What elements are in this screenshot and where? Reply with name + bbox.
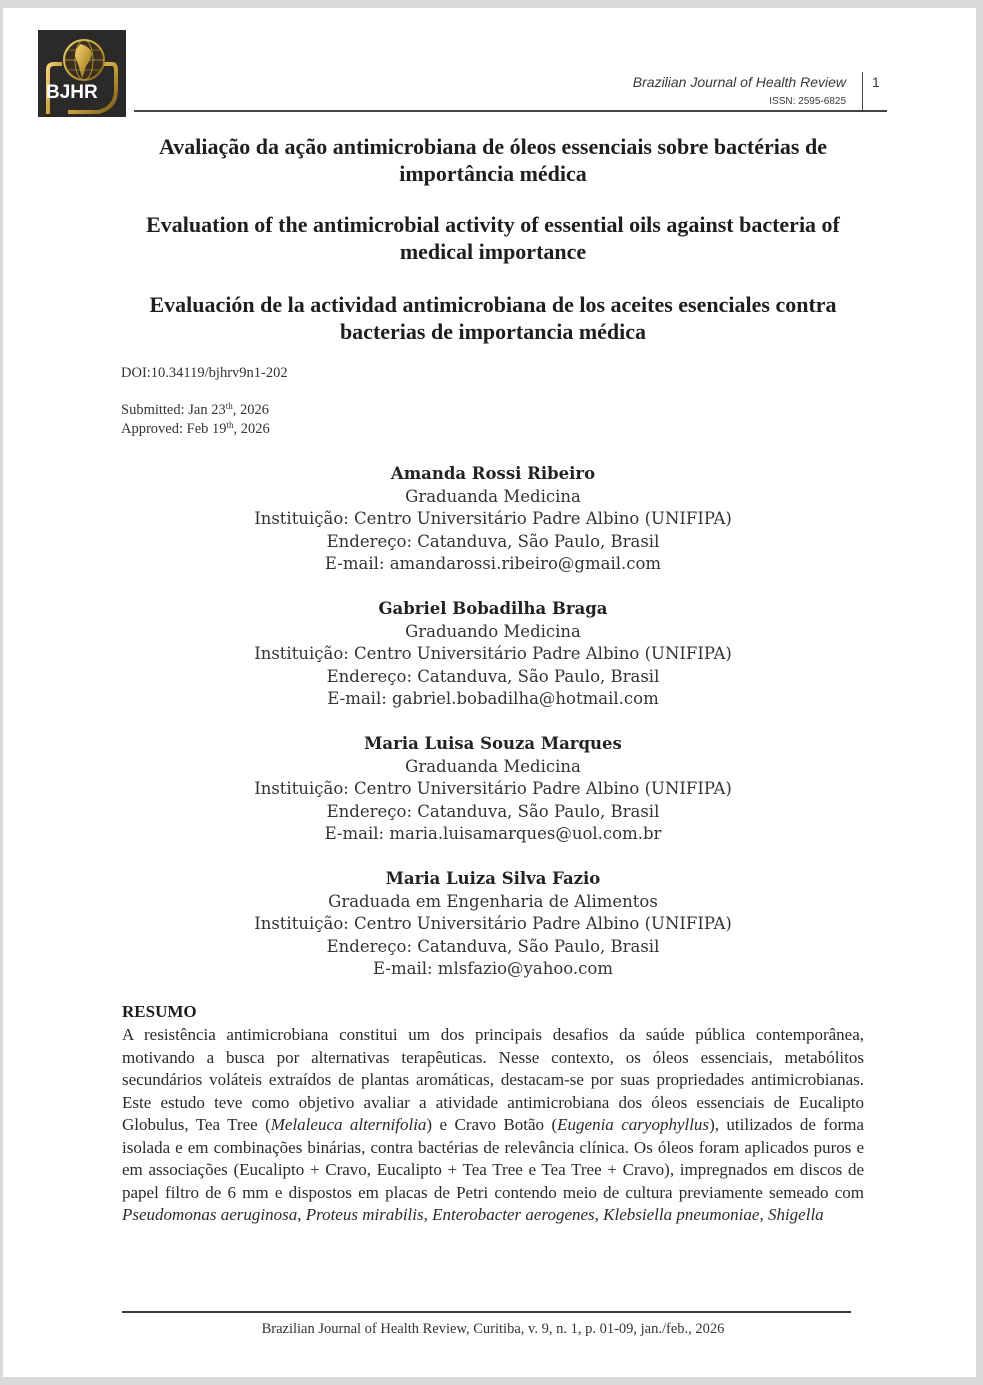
abstract-italic-term: Shigella xyxy=(767,1205,824,1224)
author-address: Endereço: Catanduva, São Paulo, Brasil xyxy=(326,936,660,956)
title-portuguese: Avaliação da ação antimicrobiana de óleos essenciais sobre bactérias de importância médica xyxy=(159,134,827,186)
abstract-text: , xyxy=(297,1205,306,1224)
abstract-text: A resistência antimicrobiana constitui um dos principais desafios da saúde pública contemporânea, motivando a busca por alternativas terapêuticas. Nesse contexto, os óleos essenciais, metabólitos secundários voláteis extraídos de plantas aromáticas, destacam-se por suas propriedades antimicrobianas. Este estudo teve como objetivo avaliar a atividade antimicrobiana dos óleos essenciais de Eucalipto Globulus, Tea Tree ( xyxy=(122,1025,864,1134)
abstract-body xyxy=(122,1024,864,1227)
title-spanish: Evaluación de la actividad antimicrobiana de los aceites esenciales contra bacterias de importancia médica xyxy=(149,292,837,344)
abstract-text: , xyxy=(594,1205,604,1224)
submitted-label: Submitted: Jan 23 xyxy=(121,402,226,418)
author-role: Graduada em Engenharia de Alimentos xyxy=(328,891,658,911)
author-email: E-mail: amandarossi.ribeiro@gmail.com xyxy=(324,554,662,574)
author-block xyxy=(183,733,803,846)
author-role: Graduanda Medicina xyxy=(405,486,581,506)
author-address: Endereço: Catanduva, São Paulo, Brasil xyxy=(326,801,660,821)
journal-logo xyxy=(38,30,126,117)
abstract-italic-term: Klebsiella pneumoniae xyxy=(603,1205,760,1224)
abstract-italic-term: Eugenia caryophyllus xyxy=(557,1115,710,1134)
submitted-date xyxy=(121,402,269,419)
approved-label: Approved: Feb 19 xyxy=(121,421,227,437)
approved-ordinal: th xyxy=(226,420,234,430)
author-role: Graduando Medicina xyxy=(405,621,581,641)
submitted-year: , 2026 xyxy=(232,402,269,418)
logo-text: BJHR xyxy=(46,82,98,103)
approved-year: , 2026 xyxy=(233,421,270,437)
author-address: Endereço: Catanduva, São Paulo, Brasil xyxy=(326,531,660,551)
footer-rule xyxy=(122,1311,851,1313)
author-institution: Instituição: Centro Universitário Padre Albino (UNIFIPA) xyxy=(254,914,732,934)
abstract-italic-term: Enterobacter aerogenes xyxy=(432,1205,595,1224)
abstract-italic-term: Pseudomonas aeruginosa xyxy=(122,1205,298,1224)
author-name: Maria Luisa Souza Marques xyxy=(364,733,622,753)
author-institution: Instituição: Centro Universitário Padre Albino (UNIFIPA) xyxy=(254,644,732,664)
author-institution: Instituição: Centro Universitário Padre Albino (UNIFIPA) xyxy=(254,509,732,529)
author-address: Endereço: Catanduva, São Paulo, Brasil xyxy=(326,666,660,686)
author-email: E-mail: gabriel.bobadilha@hotmail.com xyxy=(327,689,659,709)
author-institution: Instituição: Centro Universitário Padre Albino (UNIFIPA) xyxy=(254,779,732,799)
page-number: 1 xyxy=(872,74,880,90)
abstract-text: , xyxy=(423,1205,433,1224)
author-email: E-mail: mlsfazio@yahoo.com xyxy=(373,959,613,979)
abstract-text: , xyxy=(759,1205,768,1224)
author-list xyxy=(183,463,803,1003)
footer-citation: Brazilian Journal of Health Review, Curitiba, v. 9, n. 1, p. 01-09, jan./feb., 2026 xyxy=(261,1321,725,1337)
author-block xyxy=(183,463,803,576)
author-name: Gabriel Bobadilha Braga xyxy=(378,598,608,618)
title-english: Evaluation of the antimicrobial activity of essential oils against bacteria of medical importance xyxy=(146,212,840,264)
header-rule xyxy=(134,110,887,112)
abstract-text: ) e Cravo Botão ( xyxy=(426,1115,558,1134)
doi: DOI:10.34119/bjhrv9n1-202 xyxy=(121,365,288,381)
running-header-journal-title: Brazilian Journal of Health Review xyxy=(632,74,846,90)
header-vertical-divider xyxy=(862,72,863,112)
approved-date xyxy=(121,421,270,438)
author-block xyxy=(183,598,803,711)
author-name: Amanda Rossi Ribeiro xyxy=(390,464,596,483)
author-email: E-mail: maria.luisamarques@uol.com.br xyxy=(324,824,662,844)
document-page xyxy=(3,8,976,1377)
abstract-heading: RESUMO xyxy=(122,1002,197,1021)
author-block xyxy=(183,868,803,981)
submitted-ordinal: th xyxy=(225,401,233,411)
abstract-text: ), utilizados de forma isolada e em combinações binárias, contra bactérias de relevância clínica. Os óleos foram aplicados puros e em associações (Eucalipto + Cravo, Eucalipto + Tea Tree e Tea Tree + Cravo), impregnados em discos de papel filtro de 6 mm e dispostos em placas de Petri contendo meio de cultura previamente semeado com xyxy=(122,1115,864,1202)
abstract-italic-term: Melaleuca alternifolia xyxy=(270,1115,427,1134)
abstract-italic-term: Proteus mirabilis xyxy=(305,1205,424,1224)
author-name: Maria Luiza Silva Fazio xyxy=(385,868,601,888)
running-header-issn: ISSN: 2595-6825 xyxy=(769,96,846,107)
author-role: Graduanda Medicina xyxy=(405,756,581,776)
